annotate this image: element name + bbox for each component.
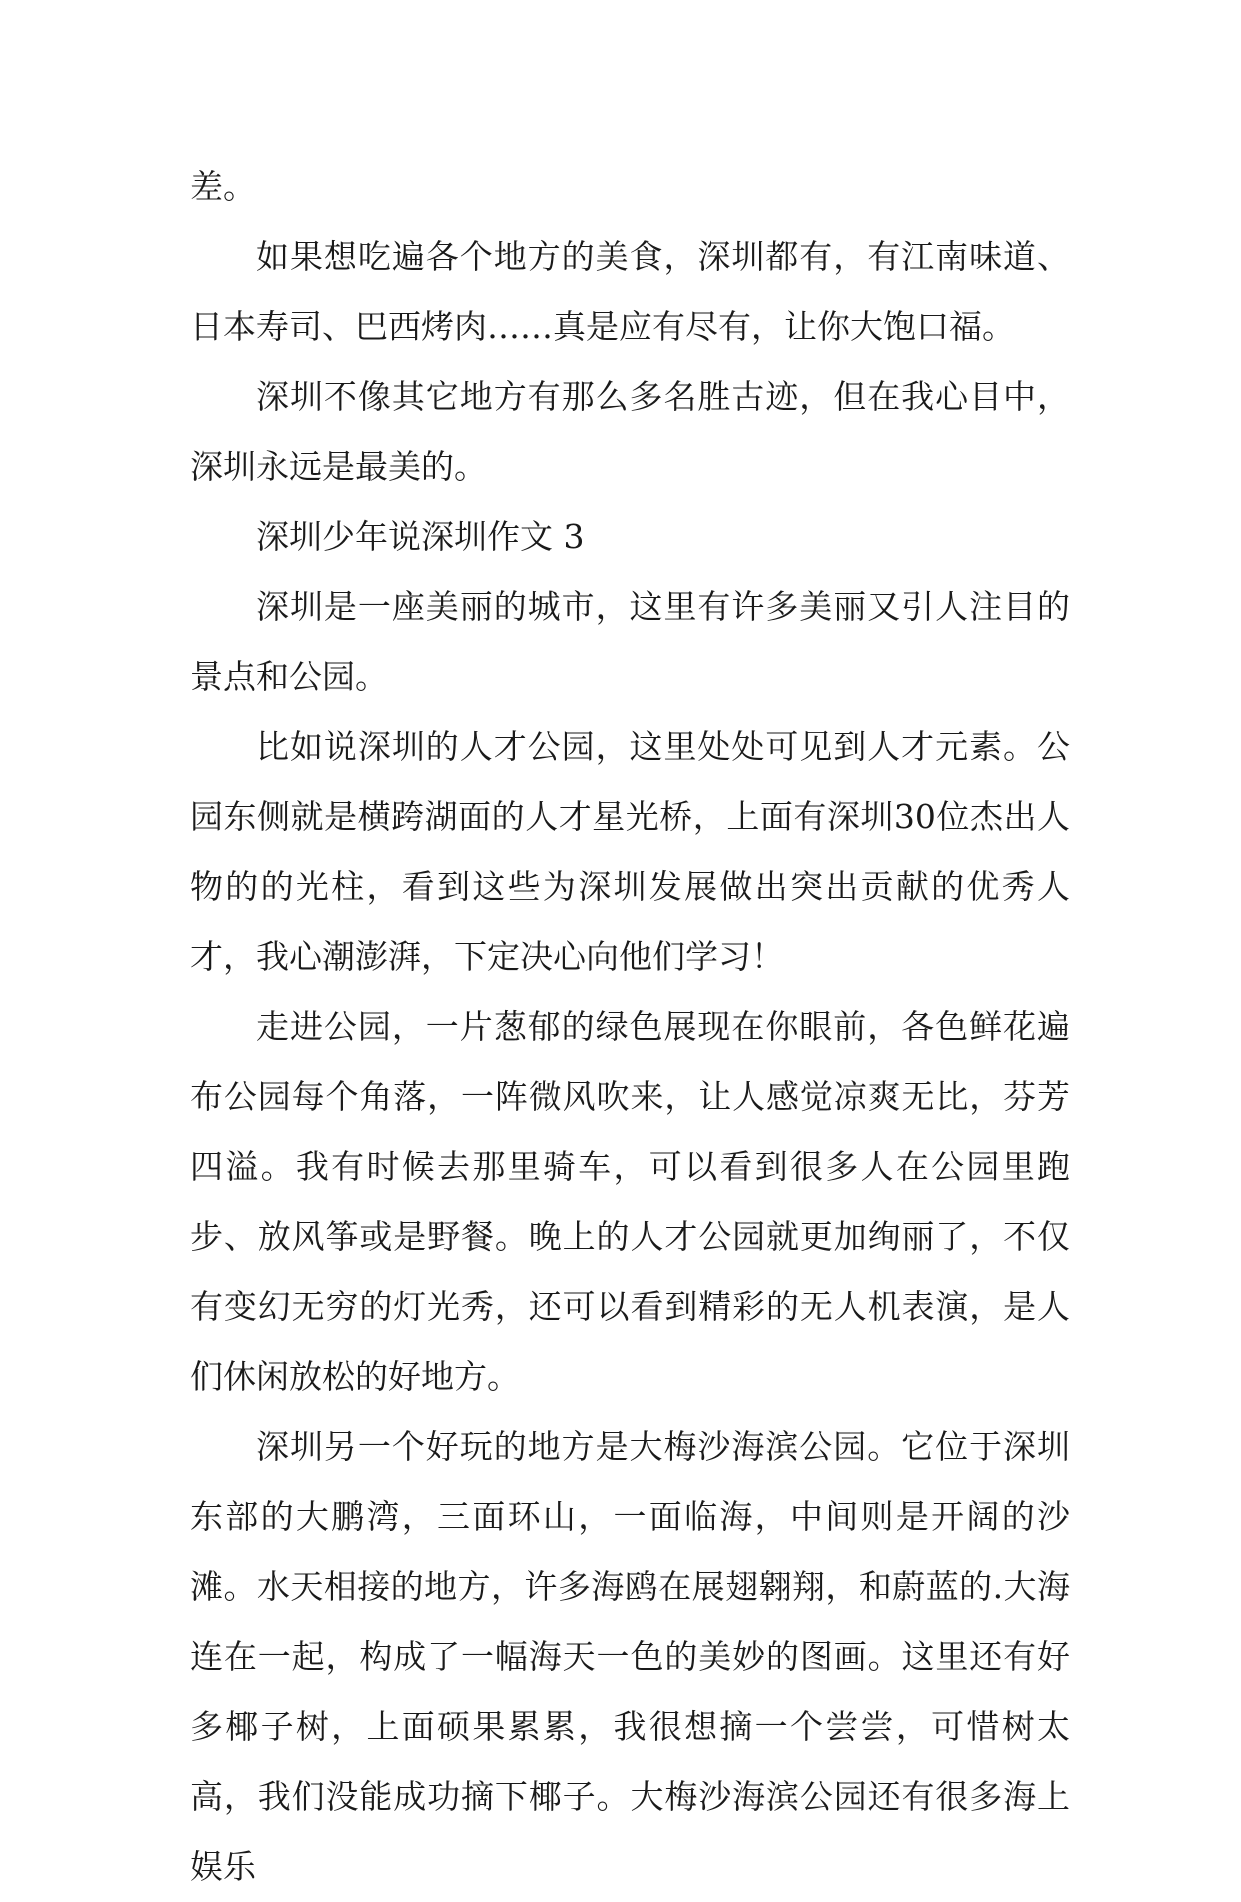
- section-heading: 深圳少年说深圳作文 3: [256, 517, 585, 556]
- paragraph: 深圳是一座美丽的城市，这里有许多美丽又引人注目的景点和公园。: [190, 587, 1070, 696]
- paragraph: 深圳不像其它地方有那么多名胜古迹，但在我心目中，深圳永远是最美的。: [190, 377, 1070, 486]
- paragraph: 比如说深圳的人才公园，这里处处可见到人才元素。公园东侧就是横跨湖面的人才星光桥，上面有深圳30位杰出人物的的光柱，看到这些为深圳发展做出突出贡献的优秀人才，我心潮澎湃，下定决心向他们学习！: [190, 727, 1070, 976]
- document-body: [190, 152, 1070, 1902]
- paragraph: 如果想吃遍各个地方的美食，深圳都有，有江南味道、日本寿司、巴西烤肉……真是应有尽有，让你大饱口福。: [190, 237, 1070, 346]
- paragraph: 深圳另一个好玩的地方是大梅沙海滨公园。它位于深圳东部的大鹏湾，三面环山，一面临海，中间则是开阔的沙滩。水天相接的地方，许多海鸥在展翅翱翔，和蔚蓝的.大海连在一起，构成了一幅海天一色的美妙的图画。这里还有好多椰子树，上面硕果累累，我很想摘一个尝尝，可惜树太高，我们没能成功摘下椰子。大梅沙海滨公园还有很多海上娱乐: [190, 1427, 1070, 1886]
- paragraph: 差。: [190, 167, 256, 206]
- paragraph: 走进公园，一片葱郁的绿色展现在你眼前，各色鲜花遍布公园每个角落，一阵微风吹来，让人感觉凉爽无比，芬芳四溢。我有时候去那里骑车，可以看到很多人在公园里跑步、放风筝或是野餐。晚上的人才公园就更加绚丽了，不仅有变幻无穷的灯光秀，还可以看到精彩的无人机表演，是人们休闲放松的好地方。: [190, 1007, 1070, 1396]
